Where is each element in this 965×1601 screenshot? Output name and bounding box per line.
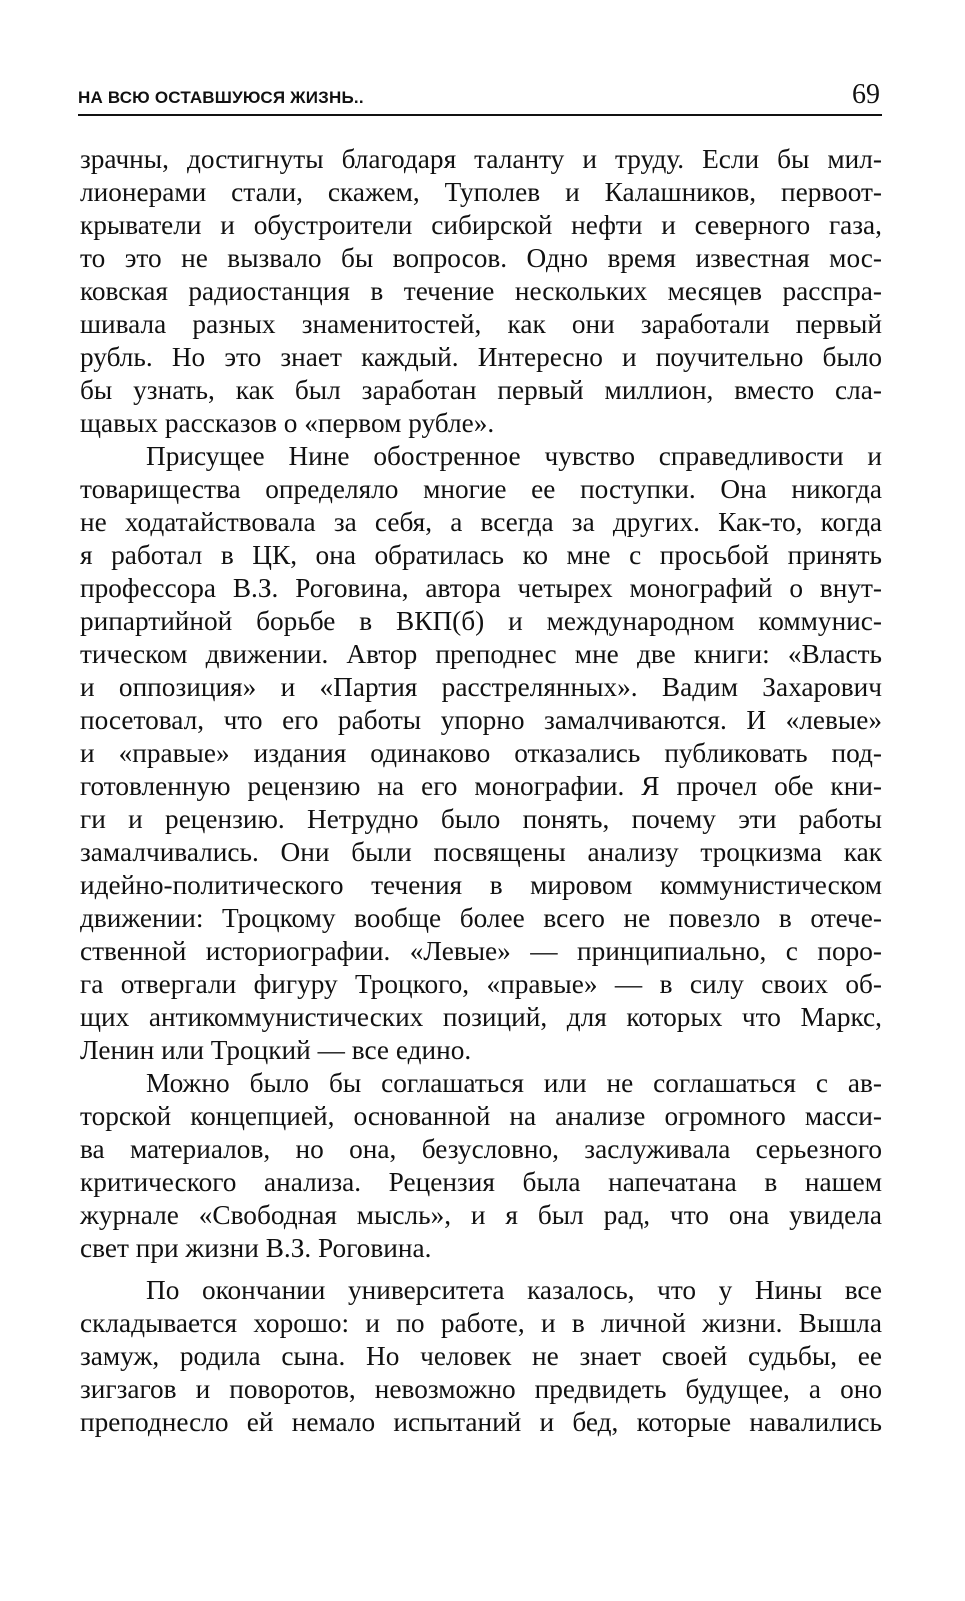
text-line: крыватели и обустроители сибирской нефти и северного газа, (80, 210, 882, 240)
text-line: шивала разных знаменитостей, как они заработали первый (80, 309, 882, 339)
text-line: и «правые» издания одинаково отказались публиковать под- (80, 738, 882, 768)
paragraph (80, 143, 882, 440)
paragraph (80, 1274, 882, 1439)
text-line: ственной историографии. «Левые» — принципиально, с поро- (80, 936, 882, 966)
text-line: идейно-политического течения в мировом коммунистическом (80, 870, 882, 900)
text-line: ва материалов, но она, безусловно, заслуживала серьезного (80, 1134, 882, 1164)
body-text (80, 143, 882, 1439)
text-line: я работал в ЦК, она обратилась ко мне с просьбой принять (80, 540, 882, 570)
text-line: Ленин или Троцкий — все едино. (80, 1035, 472, 1065)
paragraph (80, 440, 882, 1067)
paragraph (80, 1067, 882, 1265)
text-line: свет при жизни В.З. Роговина. (80, 1233, 432, 1263)
text-line: товарищества определяло многие ее поступки. Она никогда (80, 474, 882, 504)
text-line: Присущее Нине обостренное чувство справедливости и (146, 441, 882, 471)
text-line: щих антикоммунистических позиций, для которых что Маркс, (80, 1002, 882, 1032)
running-title: НА ВСЮ ОСТАВШУЮСЯ ЖИЗНЬ.. (78, 88, 364, 107)
text-line: ги и рецензию. Нетрудно было понять, почему эти работы (80, 804, 882, 834)
text-line: движении: Троцкому вообще более всего не повезло в отече- (80, 903, 882, 933)
text-line: ковская радиостанция в течение нескольких месяцев расспра- (80, 276, 882, 306)
text-line: зигзагов и поворотов, невозможно предвидеть будущее, а оно (80, 1374, 882, 1404)
page-number: 69 (852, 79, 880, 110)
text-line: рипартийной борьбе в ВКП(б) и международном коммунис- (80, 606, 882, 636)
text-line: замалчивались. Они были посвящены анализу троцкизма как (80, 837, 882, 867)
text-line: рубль. Но это знает каждый. Интересно и поучительно было (80, 342, 882, 372)
text-line: складывается хорошо: и по работе, и в личной жизни. Вышла (80, 1308, 882, 1338)
text-line: торской концепцией, основанной на анализе огромного масси- (80, 1101, 882, 1131)
text-line: не ходатайствовала за себя, а всегда за других. Как-то, когда (80, 507, 882, 537)
page-header (78, 70, 882, 116)
text-line: По окончании университета казалось, что у Нины все (146, 1275, 882, 1305)
paragraph-gap (80, 1265, 882, 1274)
text-line: то это не вызвало бы вопросов. Одно время известная мос- (80, 243, 882, 273)
text-line: Можно было бы соглашаться или не соглашаться с ав- (146, 1068, 882, 1098)
text-line: га отвергали фигуру Троцкого, «правые» — в силу своих об- (80, 969, 882, 999)
text-line: журнале «Свободная мысль», и я был рад, что она увидела (80, 1200, 882, 1230)
text-line: щавых рассказов о «первом рубле». (80, 408, 495, 438)
text-line: критического анализа. Рецензия была напечатана в нашем (80, 1167, 882, 1197)
text-line: готовленную рецензию на его монографии. Я прочел обе кни- (80, 771, 882, 801)
text-line: зрачны, достигнуты благодаря таланту и труду. Если бы мил- (80, 144, 882, 174)
text-line: бы узнать, как был заработан первый миллион, вместо сла- (80, 375, 882, 405)
text-line: тическом движении. Автор преподнес мне две книги: «Власть (80, 639, 882, 669)
text-line: преподнесло ей немало испытаний и бед, которые навалились (80, 1407, 882, 1437)
text-line: посетовал, что его работы упорно замалчиваются. И «левые» (80, 705, 882, 735)
text-line: и оппозиция» и «Партия расстрелянных». Вадим Захарович (80, 672, 882, 702)
text-line: профессора В.З. Роговина, автора четырех монографий о внут- (80, 573, 882, 603)
text-line: замуж, родила сына. Но человек не знает своей судьбы, ее (80, 1341, 882, 1371)
text-line: лионерами стали, скажем, Туполев и Калашников, первоот- (80, 177, 882, 207)
